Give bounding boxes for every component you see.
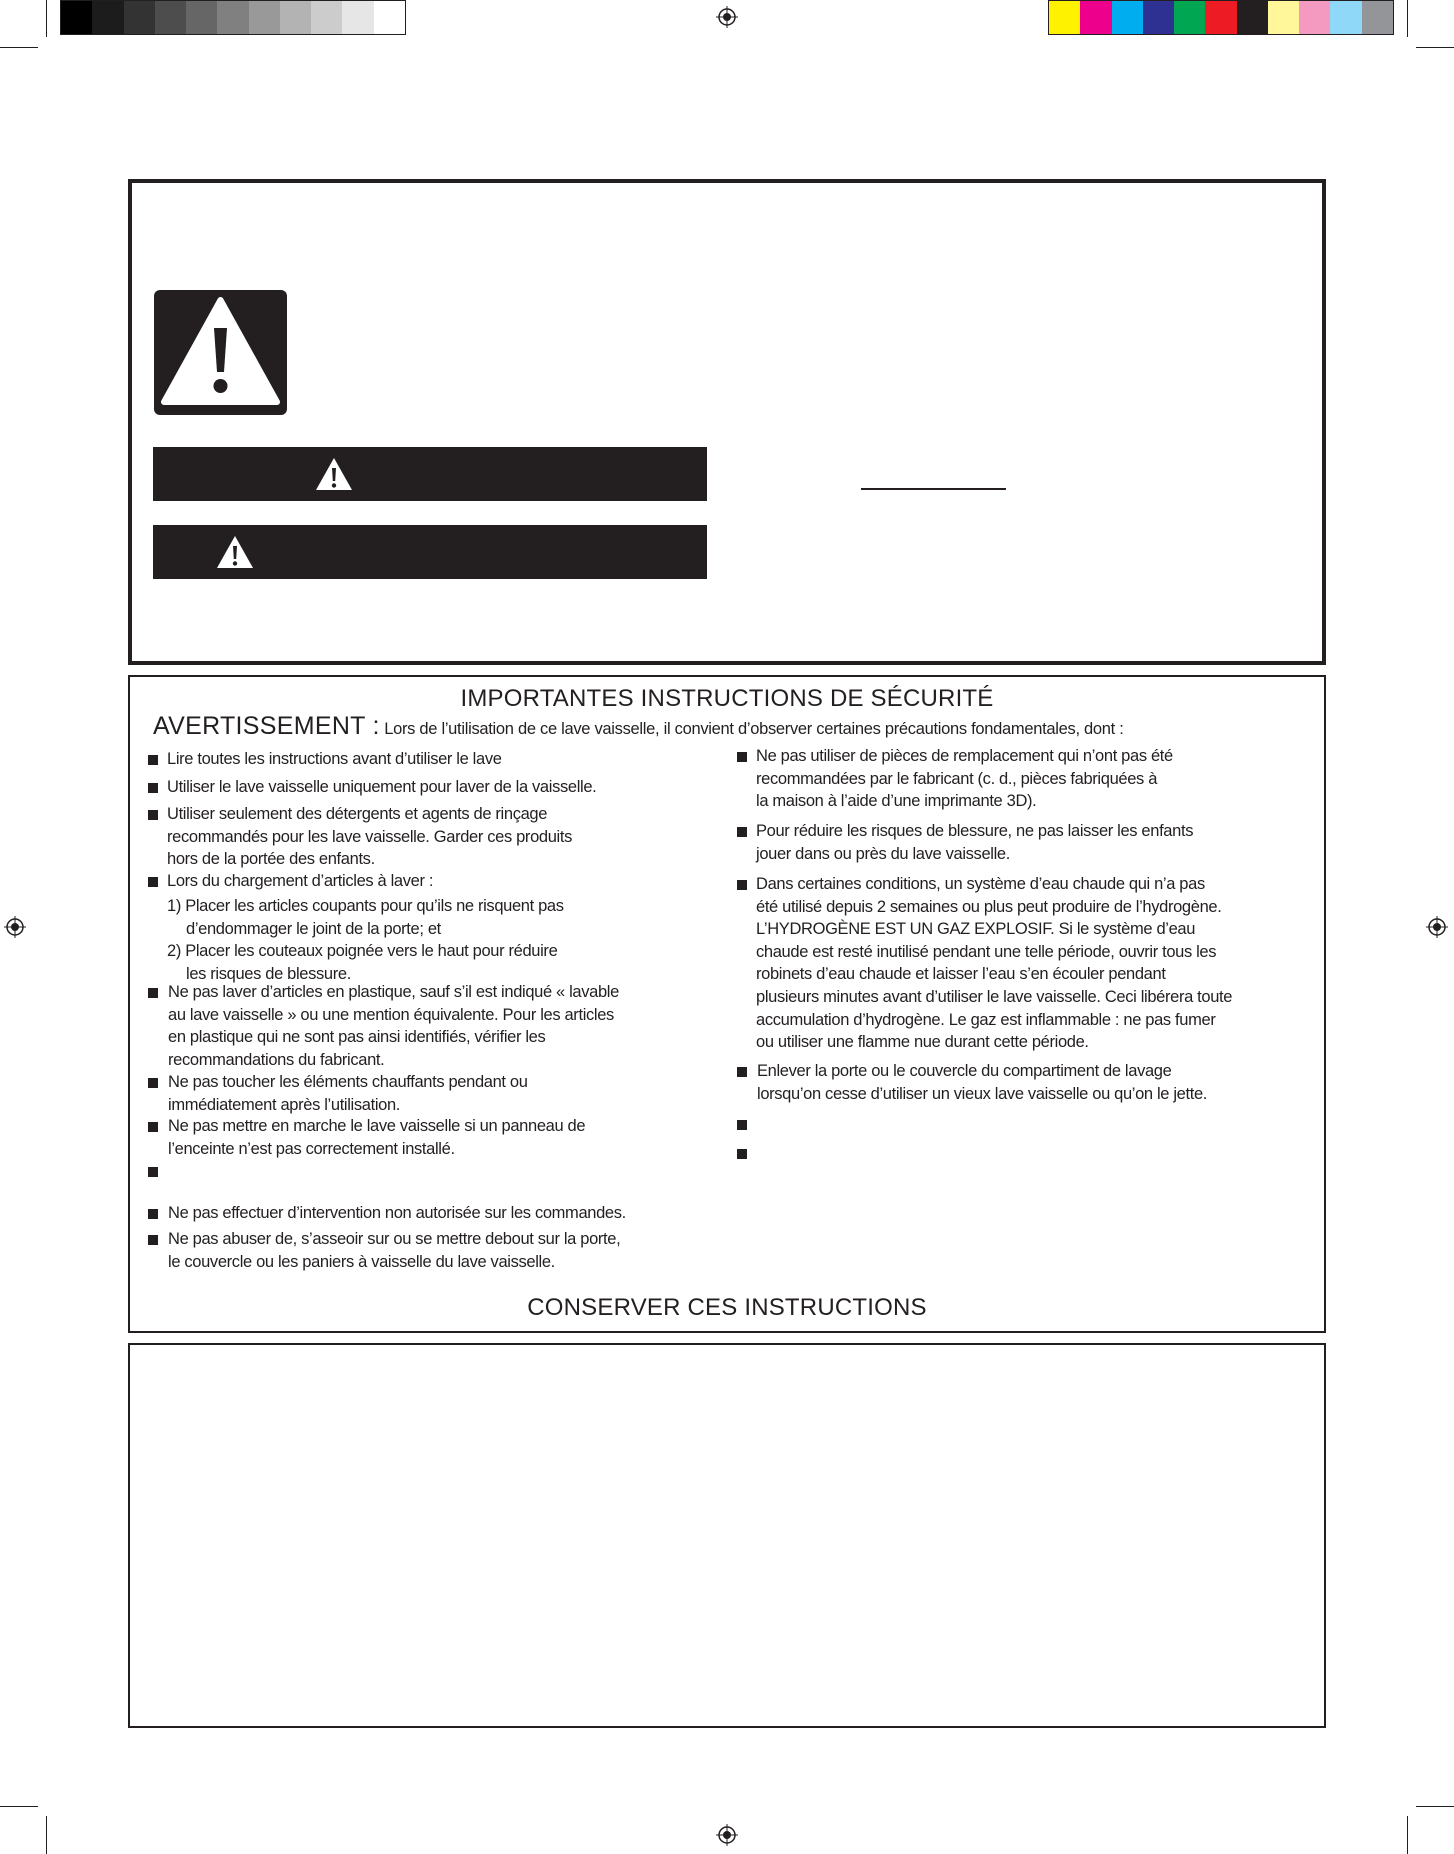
warning-triangle-icon — [314, 456, 354, 492]
instruction-line: hors de la portée des enfants. — [167, 850, 375, 869]
instruction-line: Ne pas utiliser de pièces de remplacement qui n’ont pas été — [756, 747, 1173, 765]
color-swatch — [249, 1, 280, 34]
color-swatch — [342, 1, 373, 34]
color-swatch — [124, 1, 155, 34]
color-swatch — [155, 1, 186, 34]
safety-alert-symbol — [154, 290, 287, 415]
instruction-line: d’endommager le joint de la porte; et — [186, 919, 441, 938]
warning-intro-text: Lors de l’utilisation de ce lave vaisselle, il convient d’observer certaines précautions fondamentales, dont : — [384, 720, 1124, 738]
warning-triangle-icon — [215, 534, 255, 570]
right-instruction-item — [757, 1060, 1207, 1105]
instruction-line: L’HYDROGÈNE EST UN GAZ EXPLOSIF. Si le système d’eau — [756, 920, 1196, 939]
registration-mark-icon — [4, 916, 26, 938]
left-instruction-item — [168, 1115, 585, 1160]
instruction-line: Ne pas mettre en marche le lave vaisselle si un panneau de — [168, 1117, 586, 1135]
bullet-square-icon — [737, 1120, 747, 1130]
bullet-square-icon — [737, 880, 747, 890]
color-swatch — [1205, 1, 1236, 34]
registration-mark-icon — [716, 1824, 738, 1846]
crop-mark — [1416, 47, 1454, 48]
instruction-line: Utiliser le lave vaisselle uniquement pour laver de la vaisselle. — [167, 778, 597, 796]
warning-signal-bar — [153, 525, 707, 579]
instruction-line: Enlever la porte ou le couvercle du compartiment de lavage — [757, 1062, 1172, 1080]
bullet-square-icon — [148, 1167, 158, 1177]
bullet-square-icon — [148, 877, 158, 887]
bullet-square-icon — [148, 755, 158, 765]
crop-mark — [1407, 1816, 1408, 1854]
instruction-line: les risques de blessure. — [186, 964, 351, 983]
bullet-square-icon — [148, 1209, 158, 1219]
bullet-square-icon — [737, 1149, 747, 1159]
grayscale-calibration-bar — [60, 0, 406, 35]
bullet-square-icon — [737, 1067, 747, 1077]
left-instruction-item — [167, 803, 572, 871]
instruction-line: recommandés pour les lave vaisselle. Garder ces produits — [167, 827, 573, 846]
bullet-square-icon — [737, 752, 747, 762]
left-instruction-item — [168, 1228, 620, 1273]
instruction-line: Ne pas abuser de, s’asseoir sur ou se mettre debout sur la porte, — [168, 1230, 621, 1248]
color-swatch — [1080, 1, 1111, 34]
right-instruction-item — [756, 745, 1173, 813]
crop-mark — [46, 0, 47, 37]
save-instructions-footer: CONSERVER CES INSTRUCTIONS — [527, 1294, 927, 1321]
left-instruction-item — [168, 1071, 528, 1116]
instruction-line: Ne pas effectuer d’intervention non autorisée sur les commandes. — [168, 1204, 626, 1222]
left-instruction-item — [167, 870, 433, 893]
color-swatch — [217, 1, 248, 34]
instruction-line: Lors du chargement d’articles à laver : — [167, 872, 434, 890]
left-instruction-item — [167, 748, 502, 771]
blank-info-box — [128, 1343, 1326, 1728]
instruction-line: plusieurs minutes avant d’utiliser le lave vaisselle. Ceci libérera toute — [756, 987, 1233, 1006]
color-swatch — [92, 1, 123, 34]
instruction-line: lorsqu’on cesse d’utiliser un vieux lave vaisselle ou qu’on le jette. — [757, 1084, 1208, 1103]
bullet-square-icon — [148, 1122, 158, 1132]
warning-triangle-icon — [154, 290, 287, 415]
instruction-line: la maison à l’aide d’une imprimante 3D). — [756, 792, 1037, 811]
bullet-square-icon — [148, 810, 158, 820]
crop-mark — [1407, 0, 1408, 37]
color-swatch — [1330, 1, 1361, 34]
instruction-line: Ne pas laver d’articles en plastique, sauf s’il est indiqué « lavable — [168, 983, 619, 1001]
instruction-line: Ne pas toucher les éléments chauffants pendant ou — [168, 1073, 528, 1091]
registration-mark-icon — [716, 6, 738, 28]
color-swatch — [280, 1, 311, 34]
color-swatch — [1112, 1, 1143, 34]
color-swatch — [374, 1, 405, 34]
instruction-line: en plastique qui ne sont pas ainsi identifiés, vérifier les — [168, 1028, 546, 1047]
instruction-line: Pour réduire les risques de blessure, ne pas laisser les enfants — [756, 822, 1194, 840]
instruction-line: chaude est resté inutilisé pendant une telle période, ouvrir tous les — [756, 942, 1217, 961]
bullet-square-icon — [737, 827, 747, 837]
crop-mark — [0, 1806, 38, 1807]
color-swatch — [1237, 1, 1268, 34]
instruction-line: robinets d’eau chaude et laisser l’eau s’en écouler pendant — [756, 965, 1166, 984]
left-instruction-item — [168, 981, 619, 1071]
crop-mark — [0, 47, 38, 48]
bullet-square-icon — [148, 988, 158, 998]
instruction-line: recommandations du fabricant. — [168, 1050, 385, 1069]
instruction-line: Utiliser seulement des détergents et agents de rinçage — [167, 805, 548, 823]
color-swatch — [186, 1, 217, 34]
underline-rule — [861, 488, 1006, 490]
color-swatch — [1143, 1, 1174, 34]
left-instruction-item — [167, 940, 557, 985]
instruction-line: immédiatement après l’utilisation. — [168, 1095, 401, 1114]
warning-intro-lead: AVERTISSEMENT : — [153, 712, 380, 740]
bullet-square-icon — [148, 1235, 158, 1245]
left-instruction-item — [168, 1202, 626, 1225]
instruction-line: été utilisé depuis 2 semaines ou plus peut produire de l’hydrogène. — [756, 897, 1222, 916]
color-swatch — [1299, 1, 1330, 34]
left-instruction-item — [167, 776, 596, 799]
instruction-line: ou utiliser une flamme nue durant cette période. — [756, 1033, 1089, 1052]
color-swatch — [1174, 1, 1205, 34]
color-swatch — [1362, 1, 1393, 34]
instruction-line: accumulation d’hydrogène. Le gaz est inflammable : ne pas fumer — [756, 1010, 1216, 1029]
instruction-line: Dans certaines conditions, un système d’eau chaude qui n’a pas — [756, 875, 1205, 893]
instruction-line: recommandées par le fabricant (c. d., pièces fabriquées à — [756, 769, 1158, 788]
color-swatch — [1268, 1, 1299, 34]
registration-mark-icon — [1426, 916, 1448, 938]
safety-instructions-title: IMPORTANTES INSTRUCTIONS DE SÉCURITÉ — [460, 685, 994, 712]
color-swatch — [311, 1, 342, 34]
crop-mark — [46, 1816, 47, 1854]
left-instruction-item — [167, 895, 564, 940]
instruction-line: 1) Placer les articles coupants pour qu’ils ne risquent pas — [167, 897, 564, 915]
color-calibration-bar — [1048, 0, 1394, 35]
instruction-line: 2) Placer les couteaux poignée vers le haut pour réduire — [167, 942, 558, 960]
danger-signal-bar — [153, 447, 707, 501]
right-instruction-item — [756, 820, 1193, 865]
instruction-line: au lave vaisselle » ou une mention équivalente. Pour les articles — [168, 1005, 614, 1024]
instruction-line: Lire toutes les instructions avant d’utiliser le lave — [167, 750, 502, 768]
instruction-line: le couvercle ou les paniers à vaisselle du lave vaisselle. — [168, 1252, 555, 1271]
warning-intro — [153, 712, 1124, 741]
safety-message-box — [128, 179, 1326, 665]
color-swatch — [61, 1, 92, 34]
instruction-line: jouer dans ou près du lave vaisselle. — [756, 844, 1010, 863]
right-instruction-item — [756, 873, 1232, 1054]
instruction-line: l’enceinte n’est pas correctement installé. — [168, 1139, 455, 1158]
bullet-square-icon — [148, 1078, 158, 1088]
bullet-square-icon — [148, 783, 158, 793]
color-swatch — [1049, 1, 1080, 34]
crop-mark — [1416, 1806, 1454, 1807]
